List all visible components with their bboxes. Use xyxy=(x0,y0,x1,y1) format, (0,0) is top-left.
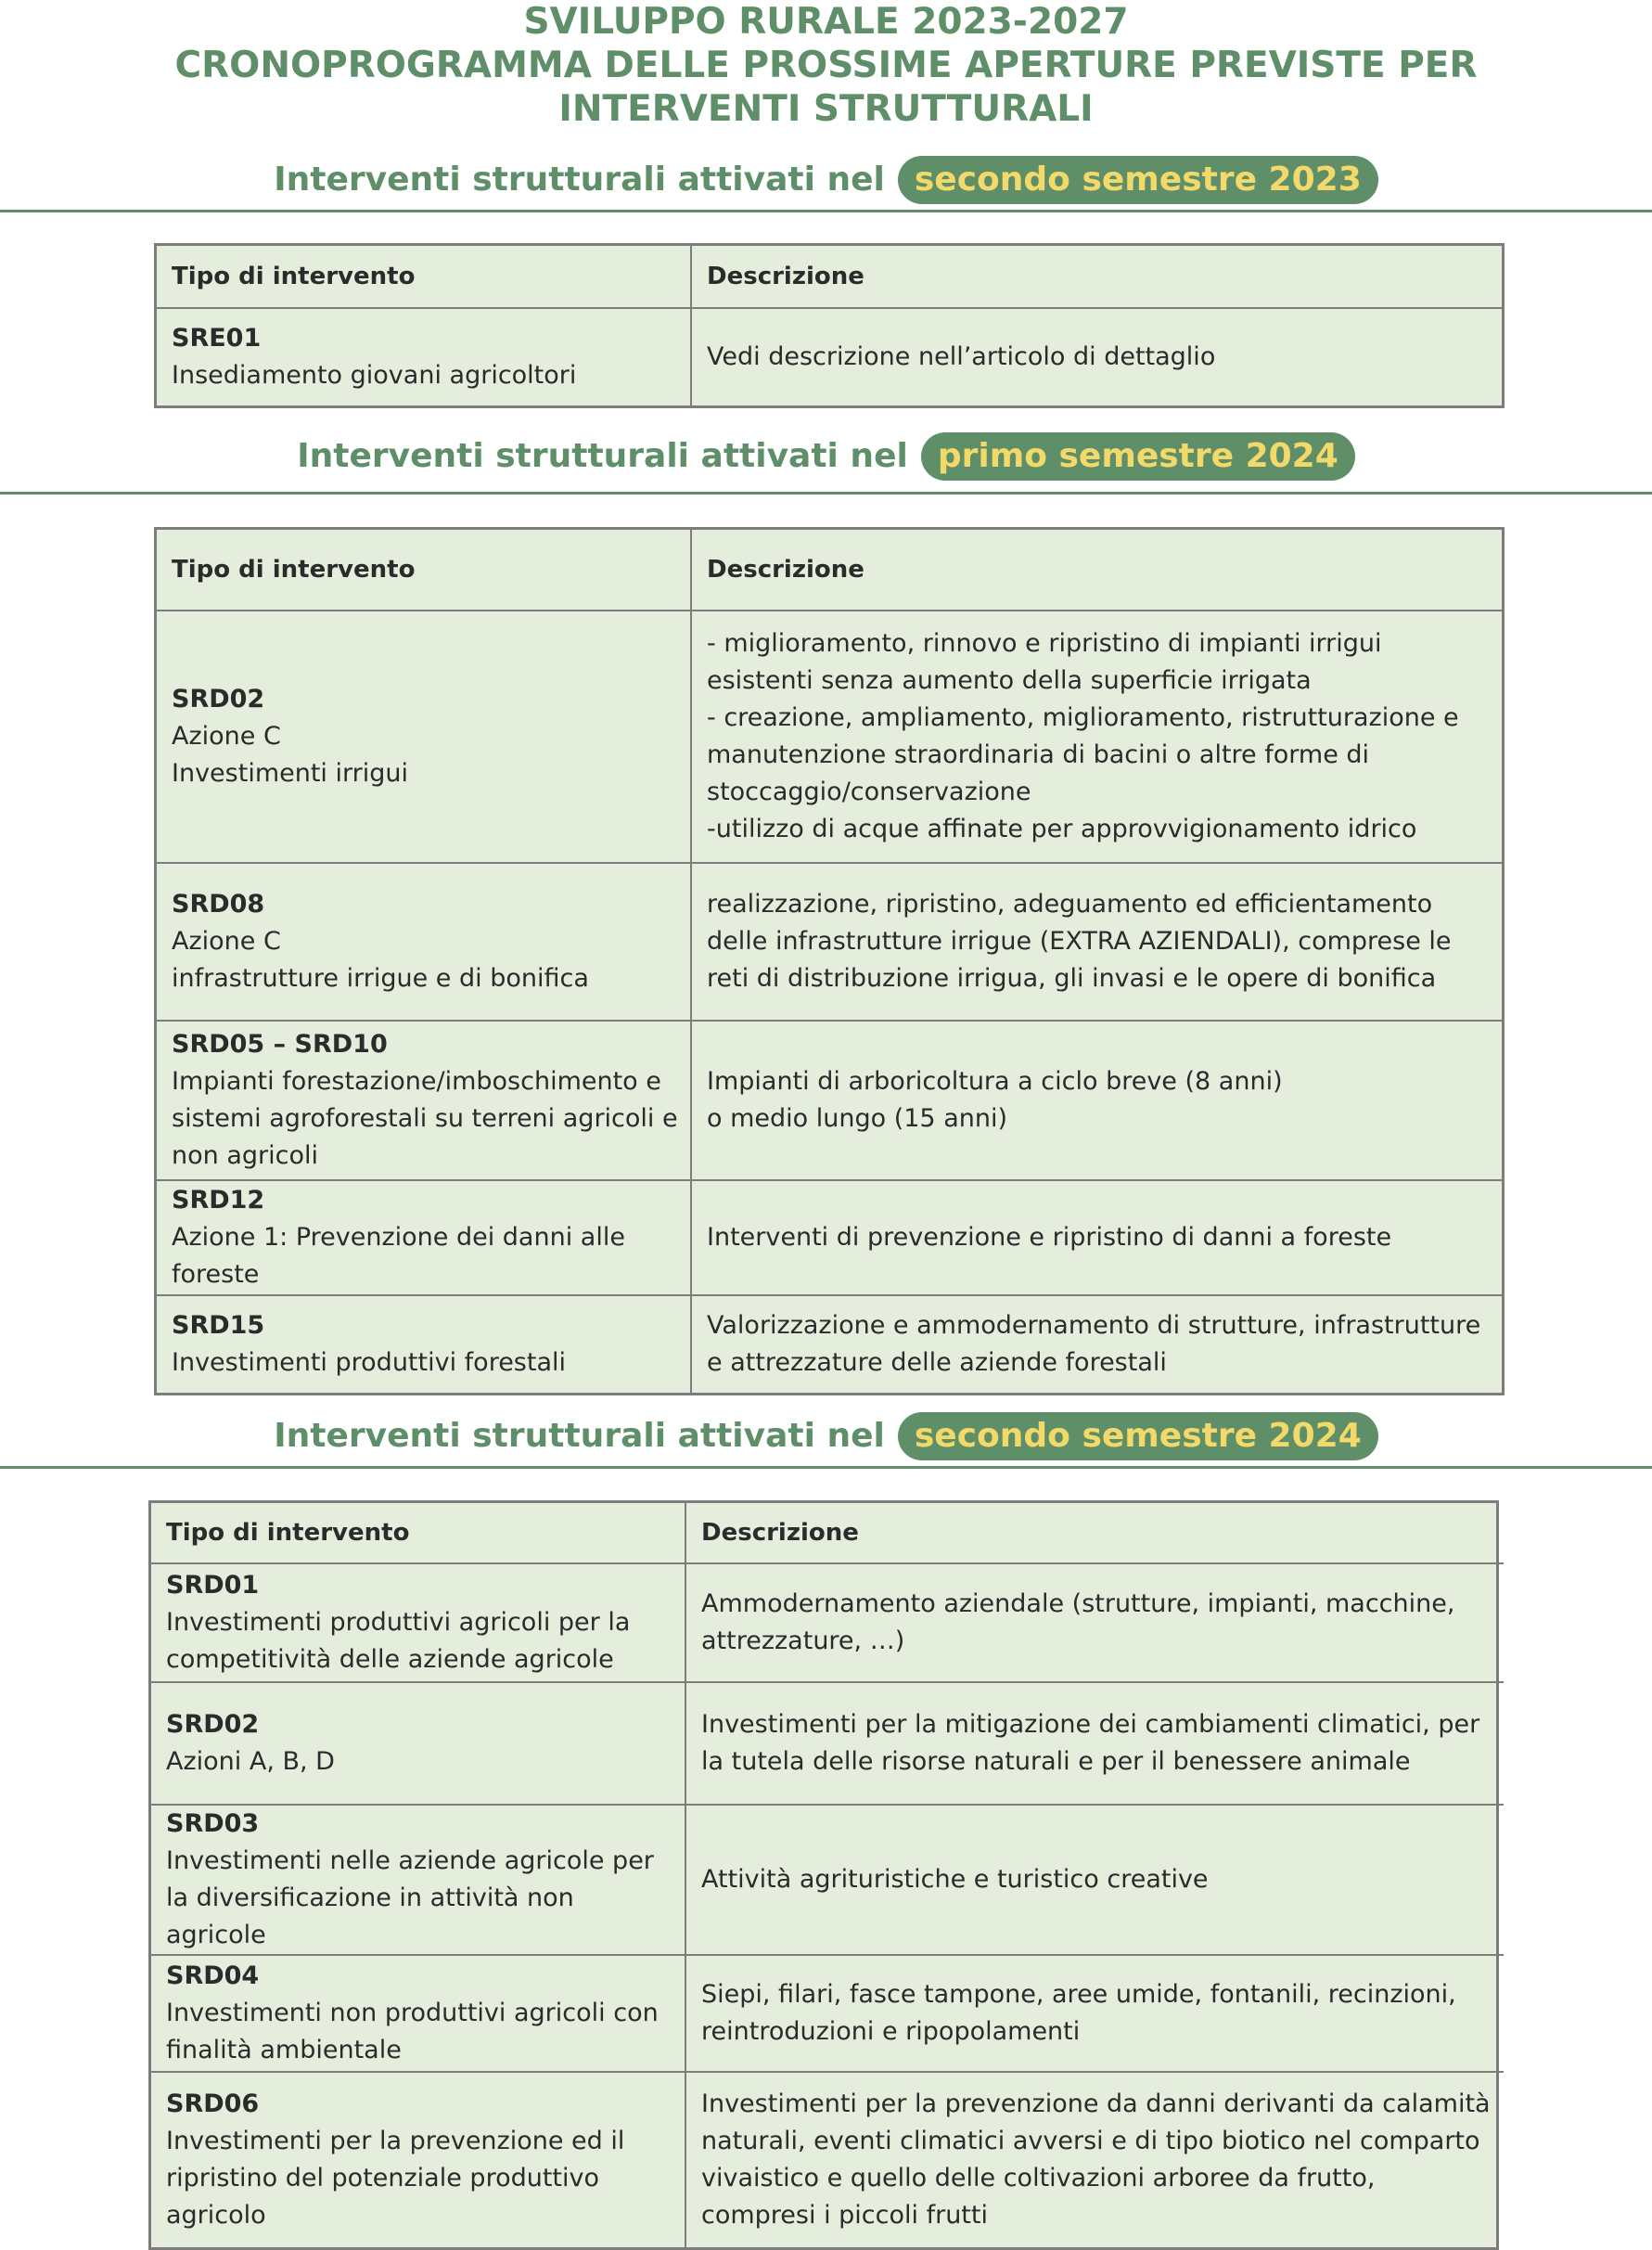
interventions-table xyxy=(148,1500,1499,2250)
intervention-name-line: Azioni A, B, D xyxy=(166,1747,335,1776)
description-line: esistenti senza aumento della superficie irrigata xyxy=(707,666,1312,695)
intervention-name-line: Insediamento giovani agricoltori xyxy=(172,361,577,390)
intervention-type-cell xyxy=(151,1564,686,1683)
intervention-name-line: ripristino del potenziale produttivo xyxy=(166,2164,600,2192)
description-line: compresi i piccoli frutti xyxy=(701,2201,988,2230)
column-header-type: Tipo di intervento xyxy=(157,246,692,309)
intervention-type-cell xyxy=(157,611,692,864)
column-header-type: Tipo di intervento xyxy=(151,1503,686,1564)
intervention-name-line: Investimenti irrigui xyxy=(172,759,408,788)
description-line: delle infrastrutture irrigue (EXTRA AZIENDALI), comprese le xyxy=(707,927,1452,956)
intervention-type-cell xyxy=(157,1181,692,1296)
intervention-type-cell xyxy=(151,1956,686,2073)
intervention-name-line: competitività delle aziende agricole xyxy=(166,1645,614,1674)
intervention-name-line: Impianti forestazione/imboschimento e xyxy=(172,1067,661,1096)
intervention-description-cell xyxy=(686,1806,1504,1956)
intervention-description-cell xyxy=(686,2073,1504,2247)
period-badge: primo semestre 2024 xyxy=(921,432,1355,481)
intervention-name-line: infrastrutture irrigue e di bonifica xyxy=(172,964,589,993)
description-line: reintroduzioni e ripopolamenti xyxy=(701,2017,1081,2046)
intervention-name-line: Azione C xyxy=(172,722,281,751)
column-header-description: Descrizione xyxy=(686,1503,1504,1564)
intervention-name-line: Azione C xyxy=(172,927,281,956)
description-line: Vedi descrizione nell’articolo di dettaglio xyxy=(707,342,1216,371)
intervention-code: SRD08 xyxy=(172,890,265,919)
description-line: naturali, eventi climatici avversi e di tipo biotico nel comparto xyxy=(701,2127,1480,2155)
page-title xyxy=(0,0,1652,131)
period-badge: secondo semestre 2023 xyxy=(898,156,1378,204)
intervention-code: SRD03 xyxy=(166,1809,260,1838)
description-line: - creazione, ampliamento, miglioramento, ristrutturazione e xyxy=(707,703,1459,732)
intervention-name-line: finalità ambientale xyxy=(166,2036,402,2064)
intervention-name-line: foreste xyxy=(172,1260,260,1289)
section-heading-text: Interventi strutturali attivati nel xyxy=(274,161,885,199)
intervention-name-line: agricolo xyxy=(166,2201,266,2230)
intervention-description-cell xyxy=(692,309,1502,405)
interventions-table xyxy=(154,527,1505,1395)
intervention-type-cell xyxy=(151,2073,686,2247)
intervention-name-line: Investimenti produttivi forestali xyxy=(172,1348,567,1377)
intervention-code: SRD05 – SRD10 xyxy=(172,1030,388,1059)
description-line: Impianti di arboricoltura a ciclo breve (8 anni) xyxy=(707,1067,1283,1096)
intervention-name-line: Investimenti nelle aziende agricole per xyxy=(166,1846,654,1875)
intervention-description-cell xyxy=(692,1022,1502,1181)
intervention-description-cell xyxy=(692,1181,1502,1296)
title-line-3: INTERVENTI STRUTTURALI xyxy=(558,88,1094,130)
section-heading-text: Interventi strutturali attivati nel xyxy=(274,1417,885,1455)
intervention-name-line: la diversificazione in attività non xyxy=(166,1884,574,1912)
description-line: Investimenti per la prevenzione da danni derivanti da calamità xyxy=(701,2089,1491,2118)
intervention-name-line: sistemi agroforestali su terreni agricoli e xyxy=(172,1104,678,1133)
intervention-code: SRE01 xyxy=(172,324,262,353)
intervention-type-cell xyxy=(157,1296,692,1393)
description-line: e attrezzature delle aziende forestali xyxy=(707,1348,1167,1377)
intervention-type-cell xyxy=(151,1806,686,1956)
intervention-name-line: non agricoli xyxy=(172,1141,318,1170)
section-heading-text: Interventi strutturali attivati nel xyxy=(297,437,908,475)
intervention-type-cell xyxy=(157,309,692,405)
intervention-description-cell xyxy=(686,1683,1504,1806)
intervention-name-line: Azione 1: Prevenzione dei danni alle xyxy=(172,1223,625,1252)
intervention-description-cell xyxy=(692,864,1502,1022)
column-header-description: Descrizione xyxy=(692,530,1502,611)
title-line-2: CRONOPROGRAMMA DELLE PROSSIME APERTURE PREVISTE PER xyxy=(174,45,1478,86)
description-line: reti di distribuzione irrigua, gli invasi e le opere di bonifica xyxy=(707,964,1437,993)
intervention-code: SRD04 xyxy=(166,1961,260,1990)
description-line: Attività agrituristiche e turistico creative xyxy=(701,1865,1209,1894)
description-line: Siepi, filari, fasce tampone, aree umide, fontanili, recinzioni, xyxy=(701,1980,1456,2009)
section-heading xyxy=(0,1412,1652,1460)
description-line: Ammodernamento aziendale (strutture, impianti, macchine, xyxy=(701,1589,1455,1618)
intervention-code: SRD06 xyxy=(166,2089,260,2118)
intervention-code: SRD02 xyxy=(172,685,265,714)
intervention-code: SRD12 xyxy=(172,1186,265,1215)
intervention-name-line: agricole xyxy=(166,1921,266,1949)
description-line: Valorizzazione e ammodernamento di strutture, infrastrutture xyxy=(707,1311,1481,1340)
intervention-type-cell xyxy=(151,1683,686,1806)
description-line: - miglioramento, rinnovo e ripristino di impianti irrigui xyxy=(707,629,1382,658)
section-divider xyxy=(0,1466,1652,1469)
intervention-code: SRD15 xyxy=(172,1311,265,1340)
description-line: o medio lungo (15 anni) xyxy=(707,1104,1007,1133)
description-line: Interventi di prevenzione e ripristino di danni a foreste xyxy=(707,1223,1392,1252)
intervention-description-cell xyxy=(686,1956,1504,2073)
description-line: la tutela delle risorse naturali e per il benessere animale xyxy=(701,1747,1411,1776)
description-line: -utilizzo di acque affinate per approvvigionamento idrico xyxy=(707,815,1417,843)
description-line: attrezzature, …) xyxy=(701,1626,905,1655)
section-divider xyxy=(0,210,1652,212)
intervention-description-cell xyxy=(692,611,1502,864)
description-line: realizzazione, ripristino, adeguamento ed efficientamento xyxy=(707,890,1433,919)
column-header-description: Descrizione xyxy=(692,246,1502,309)
intervention-code: SRD02 xyxy=(166,1710,260,1739)
description-line: stoccaggio/conservazione xyxy=(707,778,1031,806)
period-badge: secondo semestre 2024 xyxy=(898,1412,1378,1460)
title-line-1: SVILUPPO RURALE 2023-2027 xyxy=(523,1,1129,43)
section-heading xyxy=(0,156,1652,204)
description-line: Investimenti per la mitigazione dei cambiamenti climatici, per xyxy=(701,1710,1480,1739)
intervention-name-line: Investimenti per la prevenzione ed il xyxy=(166,2127,625,2155)
intervention-description-cell xyxy=(686,1564,1504,1683)
intervention-name-line: Investimenti non produttivi agricoli con xyxy=(166,1999,659,2027)
description-line: manutenzione straordinaria di bacini o altre forme di xyxy=(707,740,1370,769)
intervention-name-line: Investimenti produttivi agricoli per la xyxy=(166,1608,631,1637)
intervention-description-cell xyxy=(692,1296,1502,1393)
intervention-type-cell xyxy=(157,864,692,1022)
section-divider xyxy=(0,492,1652,495)
intervention-code: SRD01 xyxy=(166,1571,260,1600)
interventions-table xyxy=(154,243,1505,408)
column-header-type: Tipo di intervento xyxy=(157,530,692,611)
intervention-type-cell xyxy=(157,1022,692,1181)
section-heading xyxy=(0,432,1652,481)
description-line: vivaistico e quello delle coltivazioni arboree da frutto, xyxy=(701,2164,1376,2192)
